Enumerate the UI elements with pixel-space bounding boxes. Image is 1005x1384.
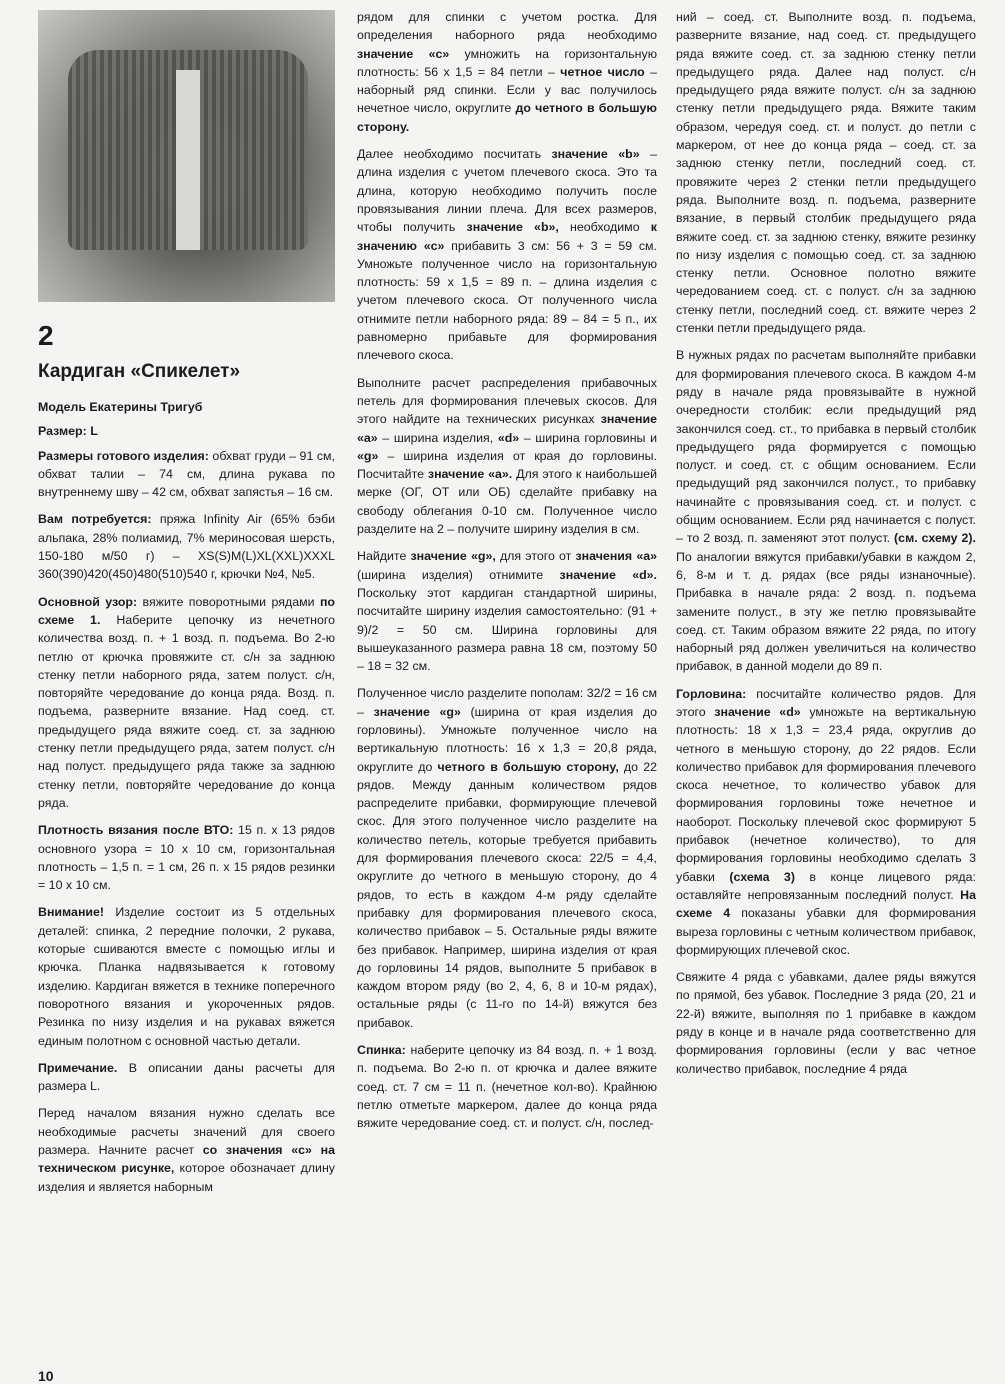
paragraph-attention: Внимание! Изделие состоит из 5 отдельных деталей: спинка, 2 передние полочки, 2 рукава, которые сшиваются вместе с помощью иглы и крючка. Планка надвязывается к готовому изделию. Кардиган вяжется в технике поперечного поворотного вязания и укороченных рядов. Резинка по низу изделия и на рукавах вяжется единым полотном с основной частью детали. — [38, 905, 335, 1048]
paragraph-materials: Вам потребуется: пряжа Infinity Air (65% бэби альпака, 28% полиамид, 7% мериносовая шерсть, 150-180 м/50 г) – XS(S)M(L)XL(XXL)XXXL 360(390)420(450)480(510)540 г, крючки №4, №5. — [38, 512, 336, 582]
paragraph-back-continued: ний – соед. ст. Выполните возд. п. подъема, разверните вязание, над соед. ст. предыдущего ряда вяжите соед. ст. за заднюю стенку петли предыдущего ряда. Далее над полуст. с/н предыдущего ряда вяжите полуст. с/н за заднюю стенку петли предыдущего ряда. Вяжите таким образом, чередуя соед. ст. и полуст. до петли с маркером, от нее до конца ряда – соед. ст. за заднюю стенку петли, последний соед. ст. провяжите через 2 стенки петли предыдущего ряда. Выполните возд. п. подъема, разверните вязание, в первый столбик предыдущего ряда вяжите соед. ст. за заднюю стенку, вяжите резинку по низу изделия с помощью соед. ст. за заднюю стенку петли. Основное полотно вяжите чередованием соед. ст. с полуст. с/н за заднюю стенку петли, последний соед. ст. вяжите через 2 стенки петли предыдущего ряда. — [676, 10, 976, 336]
paragraph-main-pattern: Основной узор: вяжите поворотными рядами по схеме 1. Наберите цепочку из нечетного количества возд. п. + 1 возд. п. подъема. Во 2-ю петлю от крючка провяжите ст. с/н за заднюю стенку петли наборного ряда, затем полуст. с/н, повторяйте чередование до конца ряда. Возд. п. подъема, разверните вязание. Над соед. ст. предыдущего ряда вяжите соед. ст. за заднюю стенку петли предыдущего ряда, затем полуст. с/н над полуст. предыдущего ряда также за заднюю стенку петли, повторяйте чередование до конца ряда. — [38, 594, 336, 810]
paragraph-increase-distribution: Выполните расчет распределения прибавочных петель для формирования плечевых скосов. Для этого найдите на технических рисунках значение «а» – ширина изделия, «d» – ширина горловины и «g» – ширина изделия от края до горловины. Посчитайте значение «а». Для этого к наибольшей мерке (ОГ, ОТ или ОБ) сделайте прибавку на свободу облегания 0-10 см. Полученное число разделите на 2 – получите ширину изделия в см. — [357, 375, 657, 537]
pattern-size: Размер: L — [38, 424, 98, 439]
pattern-title: Кардиган «Спикелет» — [38, 361, 241, 382]
paragraph-finished-size: Размеры готового изделия: обхват груди – 91 см, обхват талии – 74 см, длина рукава по внутреннему шву – 42 см, обхват запястья – 16 см. — [38, 448, 335, 500]
cardigan-photo — [38, 10, 335, 302]
paragraph-gauge: Плотность вязания после ВТО: 15 п. х 13 рядов основного узора = 10 х 10 см, горизонтальная плотность – 1,5 п. = 1 см, 26 п. х 15 рядов резинки = 10 х 10 см. — [38, 823, 336, 893]
paragraph-foundation-row: рядом для спинки с учетом ростка. Для определения наборного ряда необходимо значение «с» умножить на горизонтальную плотность: 56 х 1,5 = 84 петли – четное число – наборный ряд спинки. Если у вас получилось нечетное число, округлите до четного в большую сторону. — [357, 10, 657, 134]
page-number: 10 — [38, 1368, 54, 1384]
paragraph-decrease-rows: Свяжите 4 ряда с убавками, далее ряды вяжутся по прямой, без убавок. Последние 3 ряда (20, 21 и 22-й) вяжите, выполняя по 1 прибавке в каждом ряду в конце и в начале ряда соответственно для формирования горловины (если у вас четное количество прибавок, последние 4 ряда — [676, 970, 976, 1076]
pattern-author: Модель Екатерины Тригуб — [38, 400, 203, 414]
paragraph-back: Спинка: наберите цепочку из 84 возд. п. + 1 возд. п. подъема. Во 2-ю п. от крючка и далее вяжите соед. ст. 7 см = 11 п. (нечетное кол-во). Крайнюю петлю отметьте маркером, далее до конца ряда вяжите чередование соед. ст. и полуст. с/н, послед- — [357, 1043, 657, 1131]
paragraph-shoulder-slope: Полученное число разделите пополам: 32/2 = 16 см – значение «g» (ширина от края изделия до горловины). Умножьте полученное число на вертикальную плотность: 16 х 1,3 = 20,8 ряда, округлите до четного в большую сторону, до 22 рядов. Между данным количеством рядов распределите прибавки, формирующие плечевой скос. Для этого полученное число разделите на количество петель, которые требуется прибавить для формирования плечевого скоса: 22/5 = 4,4, округлите до четного в меньшую сторону, до 4 рядов, то есть в каждом 4-м ряду сделайте прибавку для формирования плечевого скоса, количество прибавок – 5. Остальные ряды вяжите без прибавок. Например, ширина изделия от края до горловины 14 рядов, выполните 5 прибавок в каждом втором ряду (во 2, 4, 6, 8 и 10-м рядах), остальные ряды (с 11-го по 14-й) вяжутся без прибавок. — [357, 686, 657, 1030]
paragraph-value-b: Далее необходимо посчитать значение «b» – длина изделия с учетом плечевого скоса. Это та длина, которую необходимо получить после провязывания линии плеча. Для всех размеров, чтобы получить значение «b», необходимо к значению «с» прибавить 3 см: 56 + 3 = 59 см. Умножьте полученное число на горизонтальную плотность: 59 х 1,5 = 89 п. – длина изделия с учетом плечевого скоса. От полученного числа отнимите петли наборного ряда: 89 – 84 = 5 п., их равномерно прибавьте для формирования плечевого скоса. — [357, 147, 657, 363]
paragraph-value-g: Найдите значение «g», для этого от значения «а» (ширина изделия) отнимите значение «d». Поскольку этот кардиган стандартной ширины, посчитайте ширину изделия самостоятельно: (91 + 9)/2 = 50 см. Ширина горловины для вышеуказанного размера равна 18 см, поэтому 50 – 18 = 32 см. — [357, 549, 657, 674]
column-3 — [676, 8, 976, 1087]
paragraph-calculation-start: Перед началом вязания нужно сделать все необходимые расчеты значений для своего размера. Начните расчет со значения «с» на техническом рисунке, которое обозначает длину изделия и является наборным — [38, 1106, 335, 1194]
pattern-number: 2 — [38, 320, 54, 351]
column-1 — [38, 320, 335, 1205]
cardigan-placket — [176, 70, 200, 250]
paragraph-neckline: Горловина: посчитайте количество рядов. Для этого значение «d» умножьте на вертикальную плотность: 18 х 1,3 = 23,4 ряда, округлив до четного в меньшую сторону, до 22 рядов. Если количество прибавок для формирования плечевого скоса нечетное, то количество убавок для формирования горловины тоже нечетное и наоборот. Поскольку плечевой скос формируют 5 прибавок (нечетное количество), то для формирования горловины необходимо сделать 3 убавки (схема 3) в конце лицевого ряда: оставляйте непровязанным последний полуст. На схеме 4 показаны убавки для формирования выреза горловины с четным количеством прибавок, формирующих плечевой скос. — [676, 686, 976, 957]
paragraph-note: Примечание. В описании даны расчеты для размера L. — [38, 1060, 335, 1094]
paragraph-increases: В нужных рядах по расчетам выполняйте прибавки для формирования плечевого скоса. В каждом 4-м ряду в начале ряда провязывайте в нужной очередности столбик: если предыдущий ряд закончился соед. ст., то прибавка в первый столбик предыдущего ряда формируется с помощью полуст. и соед. ст. с общим основанием. Если предыдущий ряд закончился полуст., то прибавку начинайте с провязывания соед. ст. и полуст. с общим основанием. Если ряд начинается с полуст. – то 2 возд. п. заменяют этот полуст. (см. схему 2). По аналогии вяжутся прибавки/убавки в каждом 2, 6, 8-м и т. д. рядах (все ряды изнаночные). Прибавка в начале ряда: 2 возд. п. подъема замените полуст., в эту же петлю провязывайте соед. ст. Таким образом вяжите 22 ряда, по итогу наборный ряд должен увеличиться на количество прибавок, в данной модели до 89 п. — [676, 348, 976, 674]
column-2 — [357, 8, 657, 1142]
